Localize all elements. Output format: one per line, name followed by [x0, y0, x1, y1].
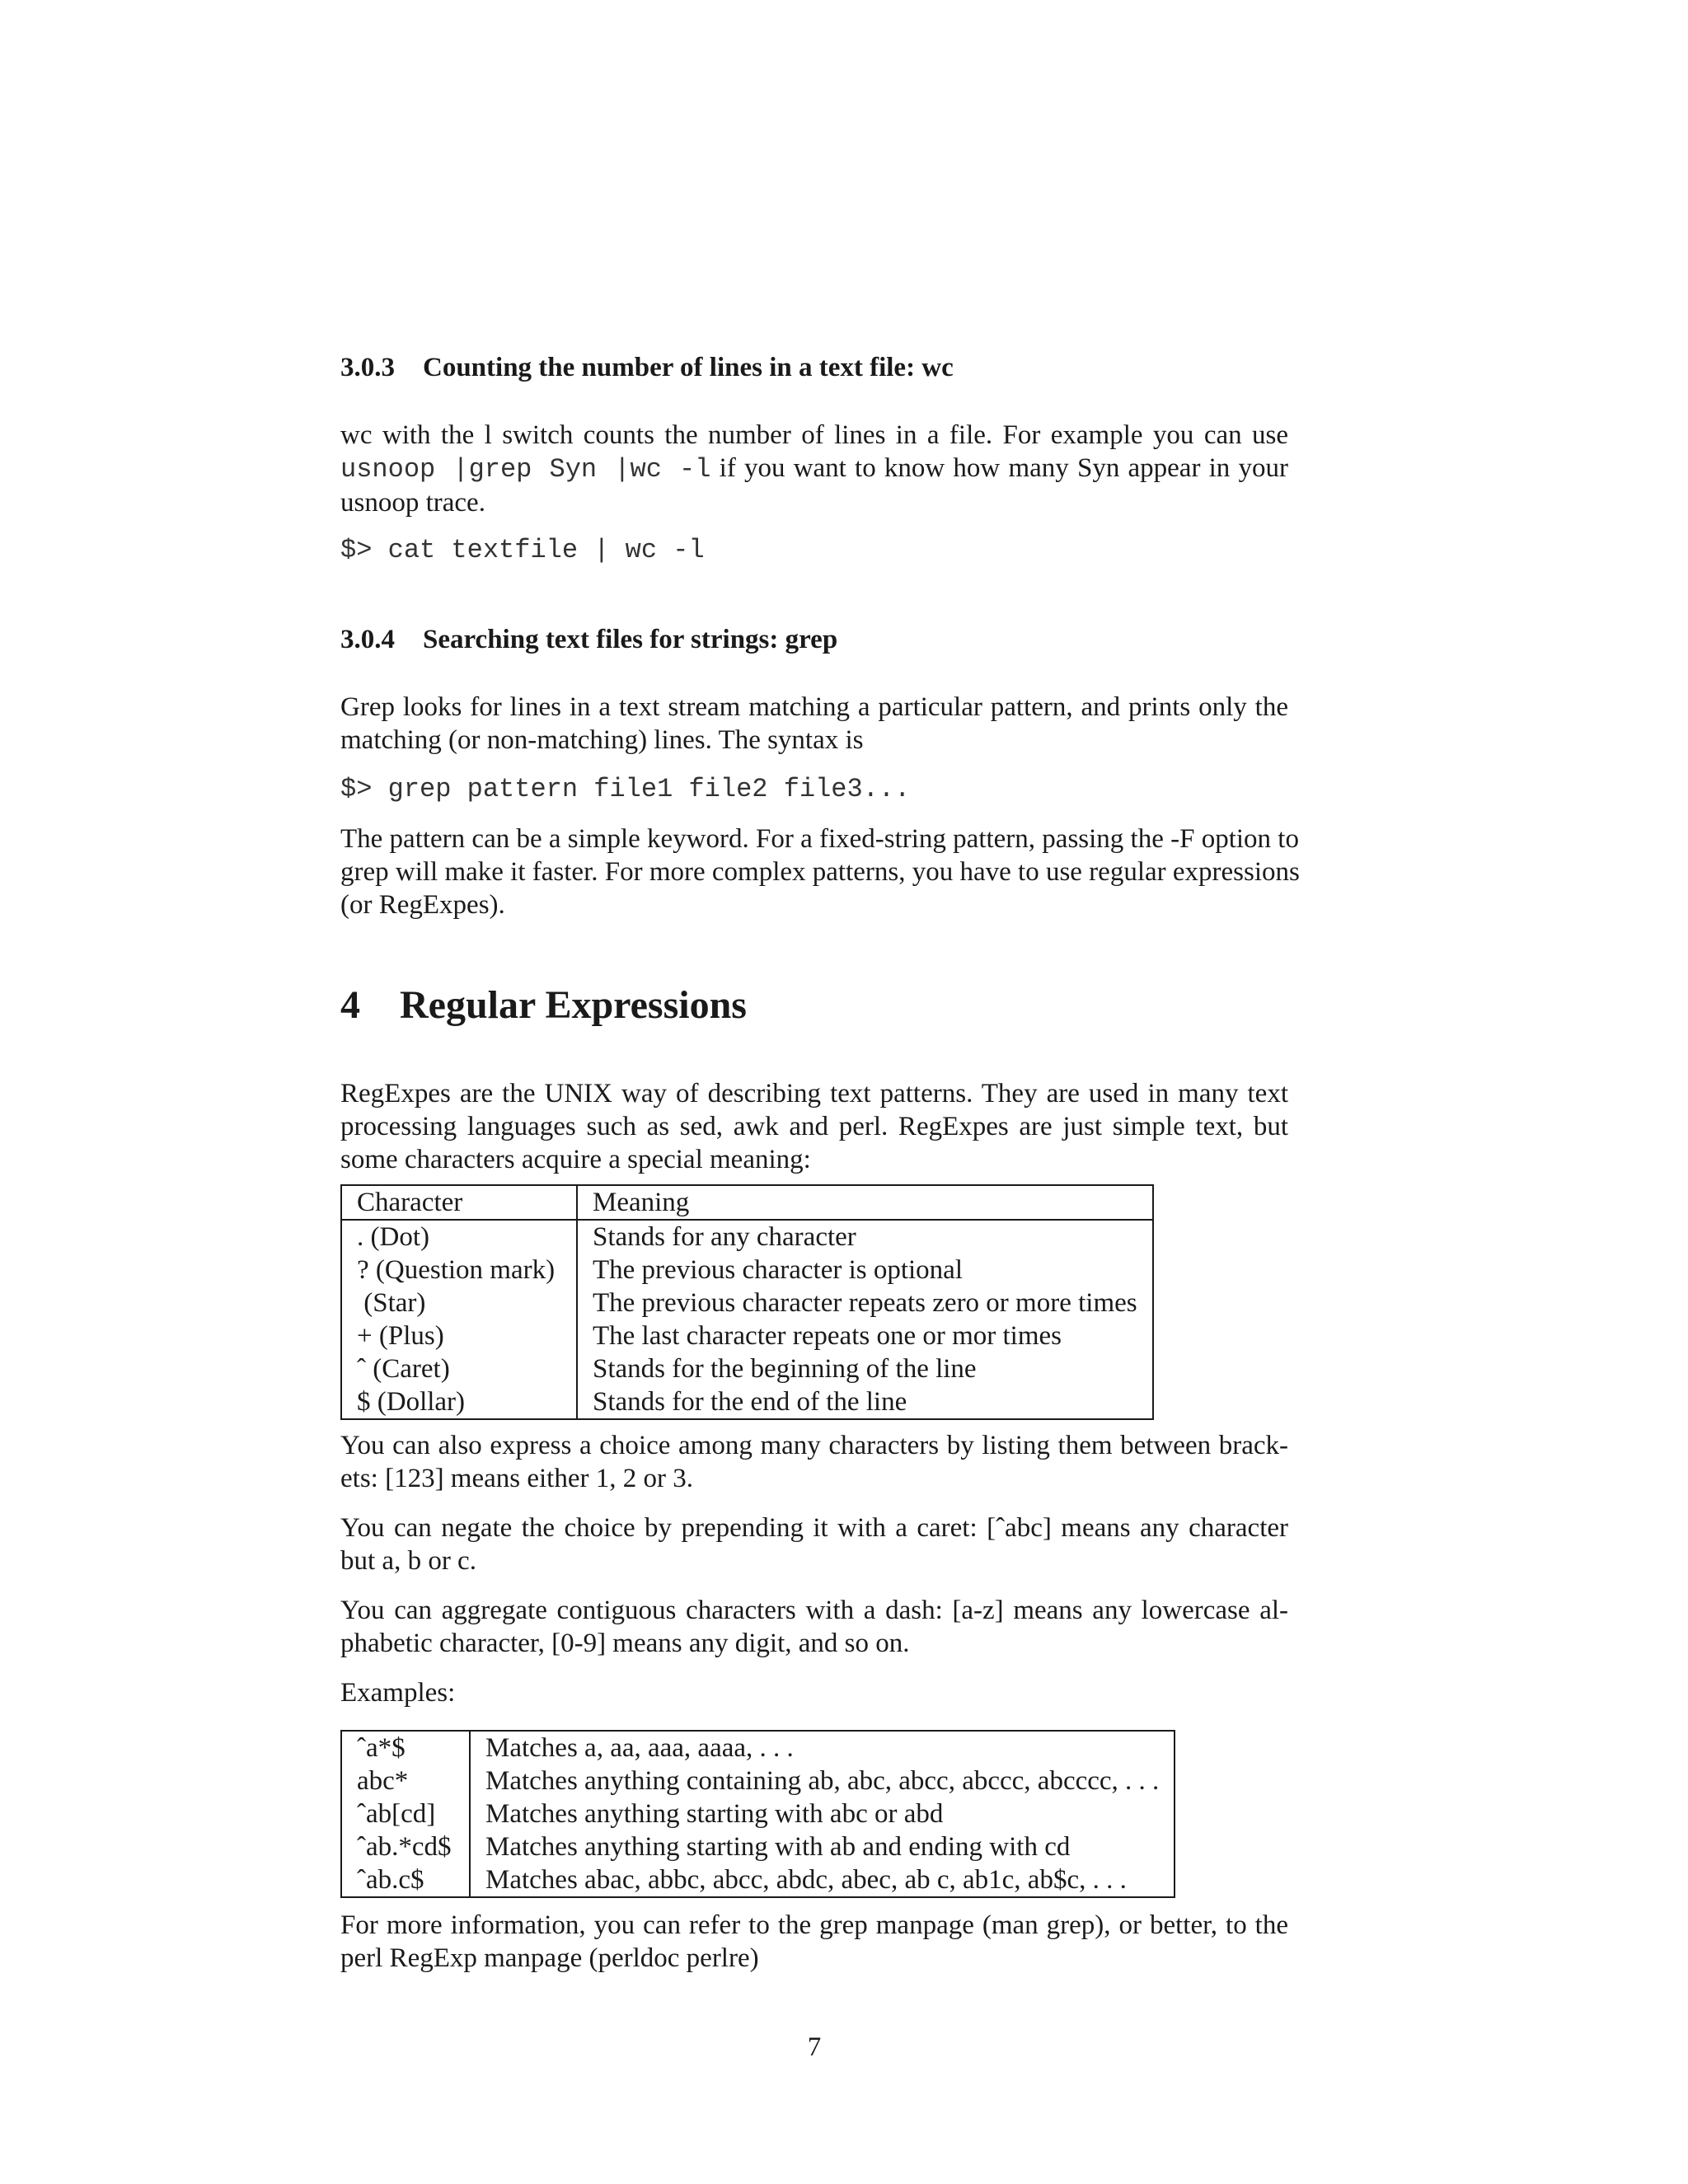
section-title: Regular Expressions: [400, 983, 747, 1027]
paragraph-line: some characters acquire a special meaning:: [340, 1145, 811, 1174]
subsection-title: Counting the number of lines in a text file: wc: [423, 353, 954, 382]
table-cell: ˆab.*cd$: [341, 1830, 470, 1863]
paragraph-choice: [340, 1429, 1288, 1495]
examples-label: Examples:: [340, 1678, 456, 1708]
table-row: [341, 1352, 1153, 1385]
paragraph-wc: [340, 419, 1288, 519]
subsection-number: 3.0.3: [340, 353, 395, 382]
table-cell: ? (Question mark): [341, 1254, 577, 1286]
subsection-title: Searching text files for strings: grep: [423, 625, 838, 654]
paragraph-aggregate: [340, 1594, 1288, 1660]
table-cell: ˆab[cd]: [341, 1797, 470, 1830]
paragraph-line: perl RegExp manpage (perldoc perlre): [340, 1943, 759, 1973]
table-cell: The last character repeats one or mor times: [593, 1321, 1062, 1351]
paragraph-line: processing languages such as sed, awk and perl. RegExpes are just simple text, but: [340, 1112, 1288, 1141]
table-cell: Stands for the end of the line: [593, 1387, 907, 1417]
paragraph-line: [340, 452, 1288, 486]
paragraph-text: if you want to know how many Syn appear in your: [710, 453, 1288, 483]
table-cell: Matches a, aa, aaa, aaaa, . . .: [485, 1733, 794, 1763]
table-cell: + (Plus): [341, 1319, 577, 1352]
paragraph-line: Grep looks for lines in a text stream matching a particular pattern, and prints only the: [340, 692, 1288, 722]
table-cell: Stands for any character: [593, 1222, 856, 1252]
code-block-grep: $> grep pattern file1 file2 file3...: [340, 774, 911, 804]
table-cell: The previous character repeats zero or more times: [593, 1288, 1137, 1318]
table-cell: Matches anything starting with abc or abd: [485, 1799, 944, 1829]
table-row: [341, 1286, 1153, 1319]
paragraph-line: phabetic character, [0-9] means any digit, and so on.: [340, 1629, 910, 1658]
paragraph-line: grep will make it faster. For more complex patterns, you have to use regular expressions: [340, 857, 1300, 887]
section-heading-4: [340, 982, 747, 1029]
paragraph-line: The pattern can be a simple keyword. For a fixed-string pattern, passing the -F option to: [340, 824, 1299, 854]
table-row: [341, 1765, 1175, 1797]
paragraph-line: For more information, you can refer to the grep manpage (man grep), or better, to the: [340, 1910, 1288, 1940]
code-block-wc: $> cat textfile | wc -l: [340, 535, 705, 565]
paragraph-more-info: [340, 1909, 1288, 1975]
table-cell: Stands for the beginning of the line: [593, 1354, 977, 1384]
paragraph-line: ets: [123] means either 1, 2 or 3.: [340, 1464, 693, 1493]
paragraph-negate: [340, 1511, 1288, 1577]
paragraph-line: You can aggregate contiguous characters with a dash: [a-z] means any lowercase al-: [340, 1596, 1288, 1625]
paragraph-line: You can also express a choice among many characters by listing them between brack-: [340, 1431, 1288, 1460]
paragraph-line: but a, b or c.: [340, 1546, 476, 1576]
document-page: [340, 0, 1300, 2184]
paragraph-line: wc with the l switch counts the number of lines in a file. For example you can use: [340, 420, 1288, 450]
table-cell: ˆ (Caret): [341, 1352, 577, 1385]
metacharacter-table: [340, 1184, 1154, 1420]
table-row: [341, 1254, 1153, 1286]
paragraph-line: RegExpes are the UNIX way of describing text patterns. They are used in many text: [340, 1079, 1288, 1108]
examples-table: [340, 1730, 1175, 1898]
table-row: [341, 1863, 1175, 1897]
table-row: [341, 1319, 1153, 1352]
table-cell: $ (Dollar): [341, 1385, 577, 1419]
paragraph-pattern: [340, 823, 1300, 921]
table-row: [341, 1385, 1153, 1419]
table-row: [341, 1220, 1153, 1254]
page-number: 7: [807, 2032, 822, 2062]
table-cell: Matches anything starting with ab and ending with cd: [485, 1832, 1071, 1862]
table-cell: Matches abac, abbc, abcc, abdc, abec, ab c, ab1c, ab$c, . . .: [485, 1865, 1127, 1895]
table-cell: Matches anything containing ab, abc, abcc, abccc, abcccc, . . .: [485, 1766, 1160, 1796]
table-cell: ˆab.c$: [341, 1863, 470, 1897]
table-cell: . (Dot): [341, 1220, 577, 1254]
table-row: [341, 1830, 1175, 1863]
table-cell: ˆa*$: [341, 1731, 470, 1765]
paragraph-line: usnoop trace.: [340, 488, 485, 518]
table-row: [341, 1797, 1175, 1830]
table-cell: abc*: [341, 1765, 470, 1797]
paragraph-line: (or RegExpes).: [340, 890, 505, 920]
table-row: [341, 1731, 1175, 1765]
inline-code: usnoop |grep Syn |wc -l: [340, 454, 711, 485]
paragraph-line: matching (or non-matching) lines. The syntax is: [340, 725, 864, 755]
table-cell: (Star): [341, 1286, 577, 1319]
section-number: 4: [340, 983, 360, 1027]
table-header-row: [341, 1185, 1153, 1220]
table-cell: The previous character is optional: [593, 1255, 963, 1285]
paragraph-grep: [340, 691, 1288, 757]
table-header-cell: Character: [341, 1185, 577, 1220]
subsection-heading-304: [340, 623, 837, 656]
table-header-cell: Meaning: [577, 1185, 1153, 1220]
subsection-number: 3.0.4: [340, 625, 395, 654]
paragraph-regex-intro: [340, 1077, 1288, 1176]
subsection-heading-303: [340, 351, 954, 384]
paragraph-line: You can negate the choice by prepending it with a caret: [ˆabc] means any character: [340, 1513, 1288, 1543]
